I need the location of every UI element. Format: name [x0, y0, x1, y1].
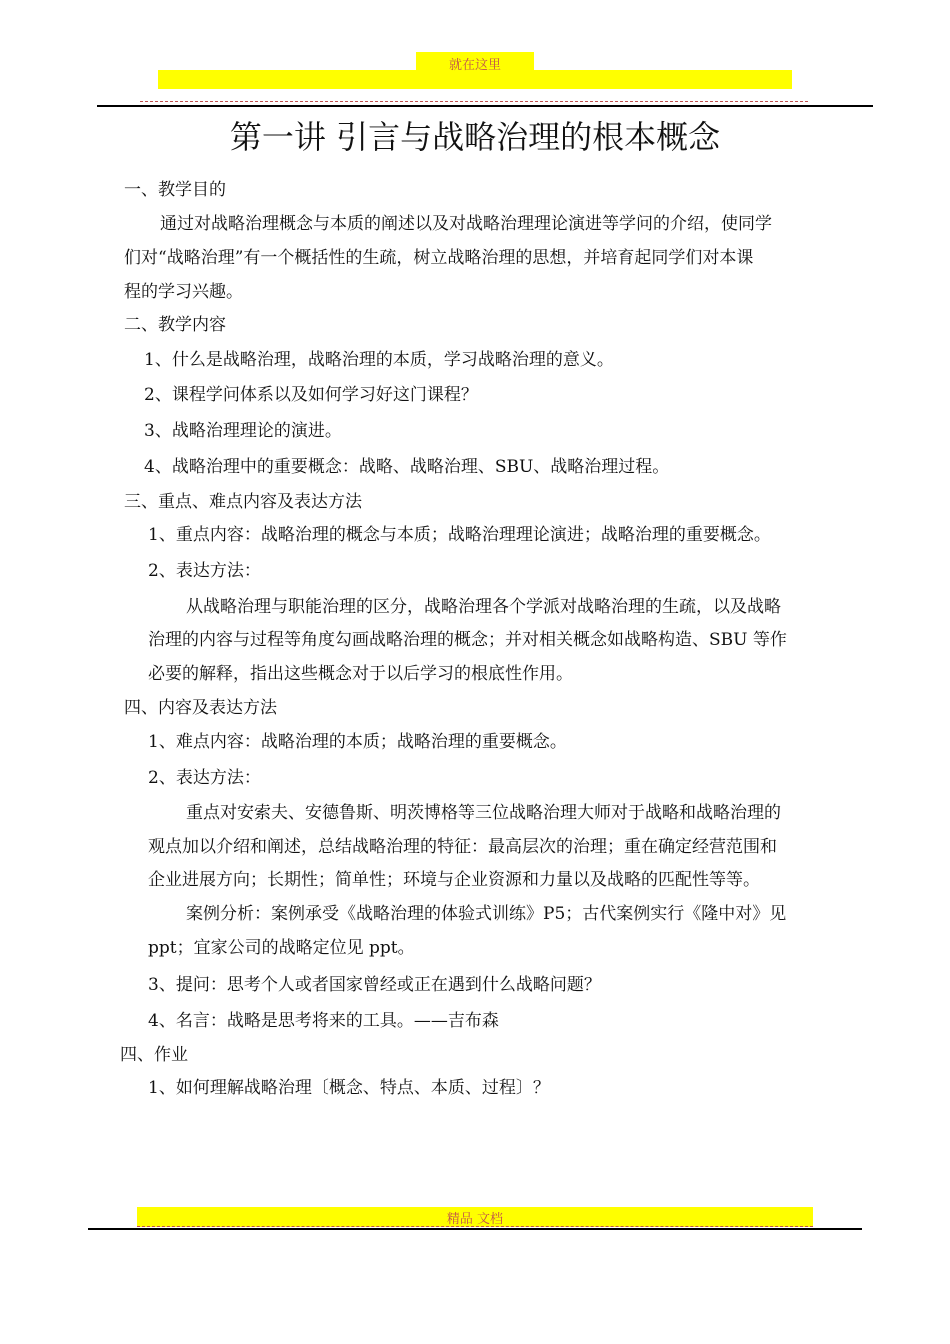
- paragraph-line: 企业进展方向；长期性；简单性；环境与企业资源和力量以及战略的匹配性等等。: [148, 870, 760, 890]
- list-item: 1、什么是战略治理，战略治理的本质，学习战略治理的意义。: [144, 350, 614, 370]
- paragraph-line: 程的学习兴趣。: [124, 282, 243, 302]
- paragraph-line: 重点对安索夫、安德鲁斯、明茨博格等三位战略治理大师对于战略和战略治理的: [186, 803, 781, 823]
- section-heading: 一、教学目的: [124, 180, 226, 200]
- page-title: 第一讲 引言与战略治理的根本概念: [229, 118, 721, 156]
- paragraph-line: 观点加以介绍和阐述，总结战略治理的特征：最高层次的治理；重在确定经营范围和: [148, 837, 777, 857]
- header-dashed-rule: [140, 101, 808, 102]
- list-item: 1、难点内容：战略治理的本质；战略治理的重要概念。: [148, 732, 567, 752]
- header-rule: [97, 105, 873, 107]
- paragraph-line: 必要的解释，指出这些概念对于以后学习的根底性作用。: [148, 664, 573, 684]
- list-item: 2、表达方法：: [148, 768, 261, 788]
- footer-dashed-rule: [137, 1226, 813, 1227]
- list-item: 1、如何理解战略治理〔概念、特点、本质、过程〕？: [148, 1078, 550, 1098]
- list-item: 3、战略治理理论的演进。: [144, 421, 342, 441]
- paragraph-line: 通过对战略治理概念与本质的阐述以及对战略治理理论演进等学问的介绍，使同学: [160, 214, 772, 234]
- list-item: 4、战略治理中的重要概念：战略、战略治理、SBU、战略治理过程。: [144, 457, 670, 477]
- section-heading: 四、作业: [120, 1045, 188, 1065]
- footer-highlight-bar: 精品 文档: [137, 1207, 813, 1227]
- section-heading: 三、重点、难点内容及表达方法: [124, 492, 362, 512]
- paragraph-line: ppt；宜家公司的战略定位见 ppt。: [148, 938, 415, 958]
- list-item: 1、重点内容：战略治理的概念与本质；战略治理理论演进；战略治理的重要概念。: [148, 525, 771, 545]
- list-item: 2、课程学问体系以及如何学习好这门课程？: [144, 385, 478, 405]
- paragraph-line: 们对“战略治理”有一个概括性的生疏，树立战略治理的思想，并培育起同学们对本课: [124, 248, 754, 268]
- list-item: 2、表达方法：: [148, 561, 261, 581]
- list-item: 3、提问：思考个人或者国家曾经或正在遇到什么战略问题？: [148, 975, 601, 995]
- section-heading: 四、内容及表达方法: [124, 698, 277, 718]
- section-heading: 二、教学内容: [124, 315, 226, 335]
- paragraph-line: 案例分析：案例承受《战略治理的体验式训练》P5；古代案例实行《隆中对》见: [186, 904, 787, 924]
- footer-rule: [88, 1228, 862, 1230]
- list-item: 4、名言：战略是思考将来的工具。——吉布森: [148, 1011, 499, 1031]
- paragraph-line: 从战略治理与职能治理的区分，战略治理各个学派对战略治理的生疏，以及战略: [186, 597, 781, 617]
- header-tab: 就在这里: [416, 52, 534, 74]
- paragraph-line: 治理的内容与过程等角度勾画战略治理的概念；并对相关概念如战略构造、SBU 等作: [148, 630, 787, 650]
